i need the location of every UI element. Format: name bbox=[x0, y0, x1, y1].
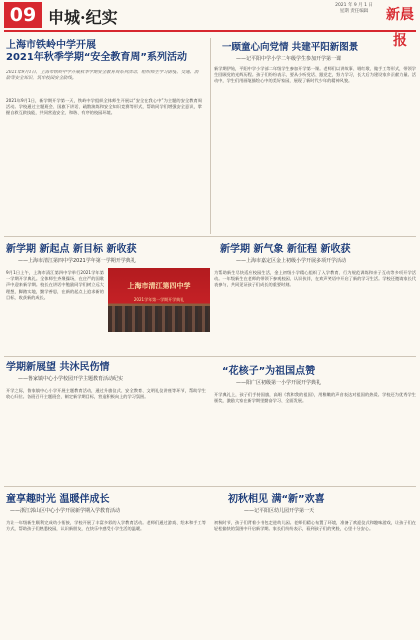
article-2-headline: 一顾童心向党情 共建平阳新图景 bbox=[222, 42, 359, 53]
article-1-headline-line1: 上海市铁岭中学开展 bbox=[6, 40, 96, 51]
column-divider bbox=[210, 38, 211, 234]
photo-banner: 上海市清江第四中学 bbox=[127, 282, 191, 291]
issue-date: 2021 年 9 月 1 日 bbox=[335, 3, 373, 8]
article-7-body: 为让一年级新生顺利完成幼小衔接，学校开展了丰富多彩的入学教育活动。老师们通过游戏、绘本和手工等方式，帮助孩子们熟悉校园，认识新朋友，在快乐中感受小学生活的温暖。 bbox=[6, 520, 206, 532]
article-6-subhead: ——阳广区初级第一小学开展开学典礼 bbox=[236, 380, 322, 386]
article-2-body: 新学期伊始，平阳中学小学部二年级学生参加开学第一课。老师们以讲故事、唱红歌、做手工等形式，带领学生回顾党的光辉历程。孩子们纷纷表示，要从小听党话、跟党走，努力学习，长大后为建设家乡贡献力量。活动中，学生们用画笔描绘心中的美好家园，展现了新时代少年的精神风貌。 bbox=[214, 66, 416, 84]
article-2-subhead: ——记平阳中学小学二年级学生参加开学第一课 bbox=[236, 56, 342, 62]
section-rule-1 bbox=[4, 236, 416, 237]
section-rule-2 bbox=[4, 356, 416, 357]
article-1-body: 2021年9月1日，新学期开学第一天，铁岭中学组织全体师生开展以“安全在我心中”为主题的安全教育周活动。学校通过主题班会、国旗下讲话、疏散演练和安全知识竞赛等形式，帮助同学们增强安全意识，掌握自救互救技能，共同营造安全、和谐、有序的校园环境。 bbox=[6, 98, 202, 116]
article-3-subhead: ——上海市清江第四中学2021学年第一学期开学典礼 bbox=[18, 258, 136, 264]
article-5-body: 开学之际，鲁家镇中心小学开展主题教育活动，通过升旗仪式、安全教育、文明礼仪讲座等环节，帮助学生收心归位。各班召开主题班会，制定新学期目标，营造积极向上的学习氛围。 bbox=[6, 388, 206, 400]
article-6-headline: “花核子”为祖国点赞 bbox=[222, 366, 316, 377]
opening-ceremony-photo bbox=[108, 268, 210, 332]
article-1-headline bbox=[6, 40, 206, 64]
section-rule-3 bbox=[4, 486, 416, 487]
issue-meta bbox=[322, 3, 386, 15]
article-7-subhead: ——浙江郭山区中心小学开展新学期入学教育活动 bbox=[10, 508, 121, 514]
article-5-subhead: ——鲁家镇中心小学校园开学主题教育活动纪实 bbox=[18, 376, 124, 382]
article-3-body: 9月1日上午，上海市清江第四中学举行2021学年第一学期开学典礼。全体师生齐聚操场，在庄严的国歌声中迎来新学期。校长在讲话中勉励同学们树立远大理想，脚踏实地，勤学善思，在新的起点上追求新的目标，收获新的成长。 bbox=[6, 270, 104, 300]
article-8-body: 初秋时节，孩子们背着小书包走进幼儿园。老师们精心布置了环境，准备了欢迎仪式和趣味游戏，让孩子们在轻松愉快的氛围中开启新学期。家长们纷纷表示，看到孩子们的笑脸，心里十分安心。 bbox=[214, 520, 416, 532]
brand-logo: 新晨报 bbox=[386, 7, 414, 49]
photo-banner-sub: 2021学年第一学期开学典礼 bbox=[133, 297, 185, 303]
article-1-lead: 2021年9月1日，上海市铁岭中学开展秋季学期安全教育周系列活动，组织师生学习防疫、交通、消防等安全知识，筑牢校园安全防线。 bbox=[6, 70, 199, 81]
article-4-headline: 新学期 新气象 新征程 新收获 bbox=[220, 244, 351, 255]
photo-crowd bbox=[108, 306, 210, 332]
article-8-subhead: ——记平阳区幼儿园开学第一天 bbox=[244, 508, 315, 514]
masthead-rule bbox=[4, 30, 416, 32]
article-4-subhead: ——上海市嘉定区金上初级小学开展多项开学活动 bbox=[236, 258, 347, 264]
article-5-headline: 学期新展望 共沐民伤情 bbox=[6, 362, 110, 373]
article-7-headline: 童享趣时光 温暖伴成长 bbox=[6, 494, 110, 505]
article-8-headline: 初秋相见 满“新”欢喜 bbox=[228, 494, 325, 505]
article-4-body: 为帮助新生尽快适应校园生活，金上初级小学精心组织了入学教育、行为规范训练和亲子互动等多项开学活动。一年级新生在老师的带领下参观校园、认识伙伴，在欢声笑语中开启了新的学习生活。学校还邀请家长代表参与，共同见证孩子们成长的重要时刻。 bbox=[214, 270, 416, 288]
page-number: 09 bbox=[4, 2, 42, 28]
section-title: 申城·纪实 bbox=[48, 8, 118, 27]
article-6-body: 开学典礼上，孩子们手持国旗，高唱《我和我的祖国》，用稚嫩的声音表达对祖国的热爱。学校还为优秀学生颁奖，激励大家在新学期里勤奋学习、全面发展。 bbox=[214, 392, 416, 404]
issue-editor: 星期 责任编辑 bbox=[339, 9, 369, 14]
article-1-headline-line2: 2021年秋季学期“安全教育周”系列活动 bbox=[6, 52, 187, 63]
article-3-headline: 新学期 新起点 新目标 新收获 bbox=[6, 244, 137, 255]
